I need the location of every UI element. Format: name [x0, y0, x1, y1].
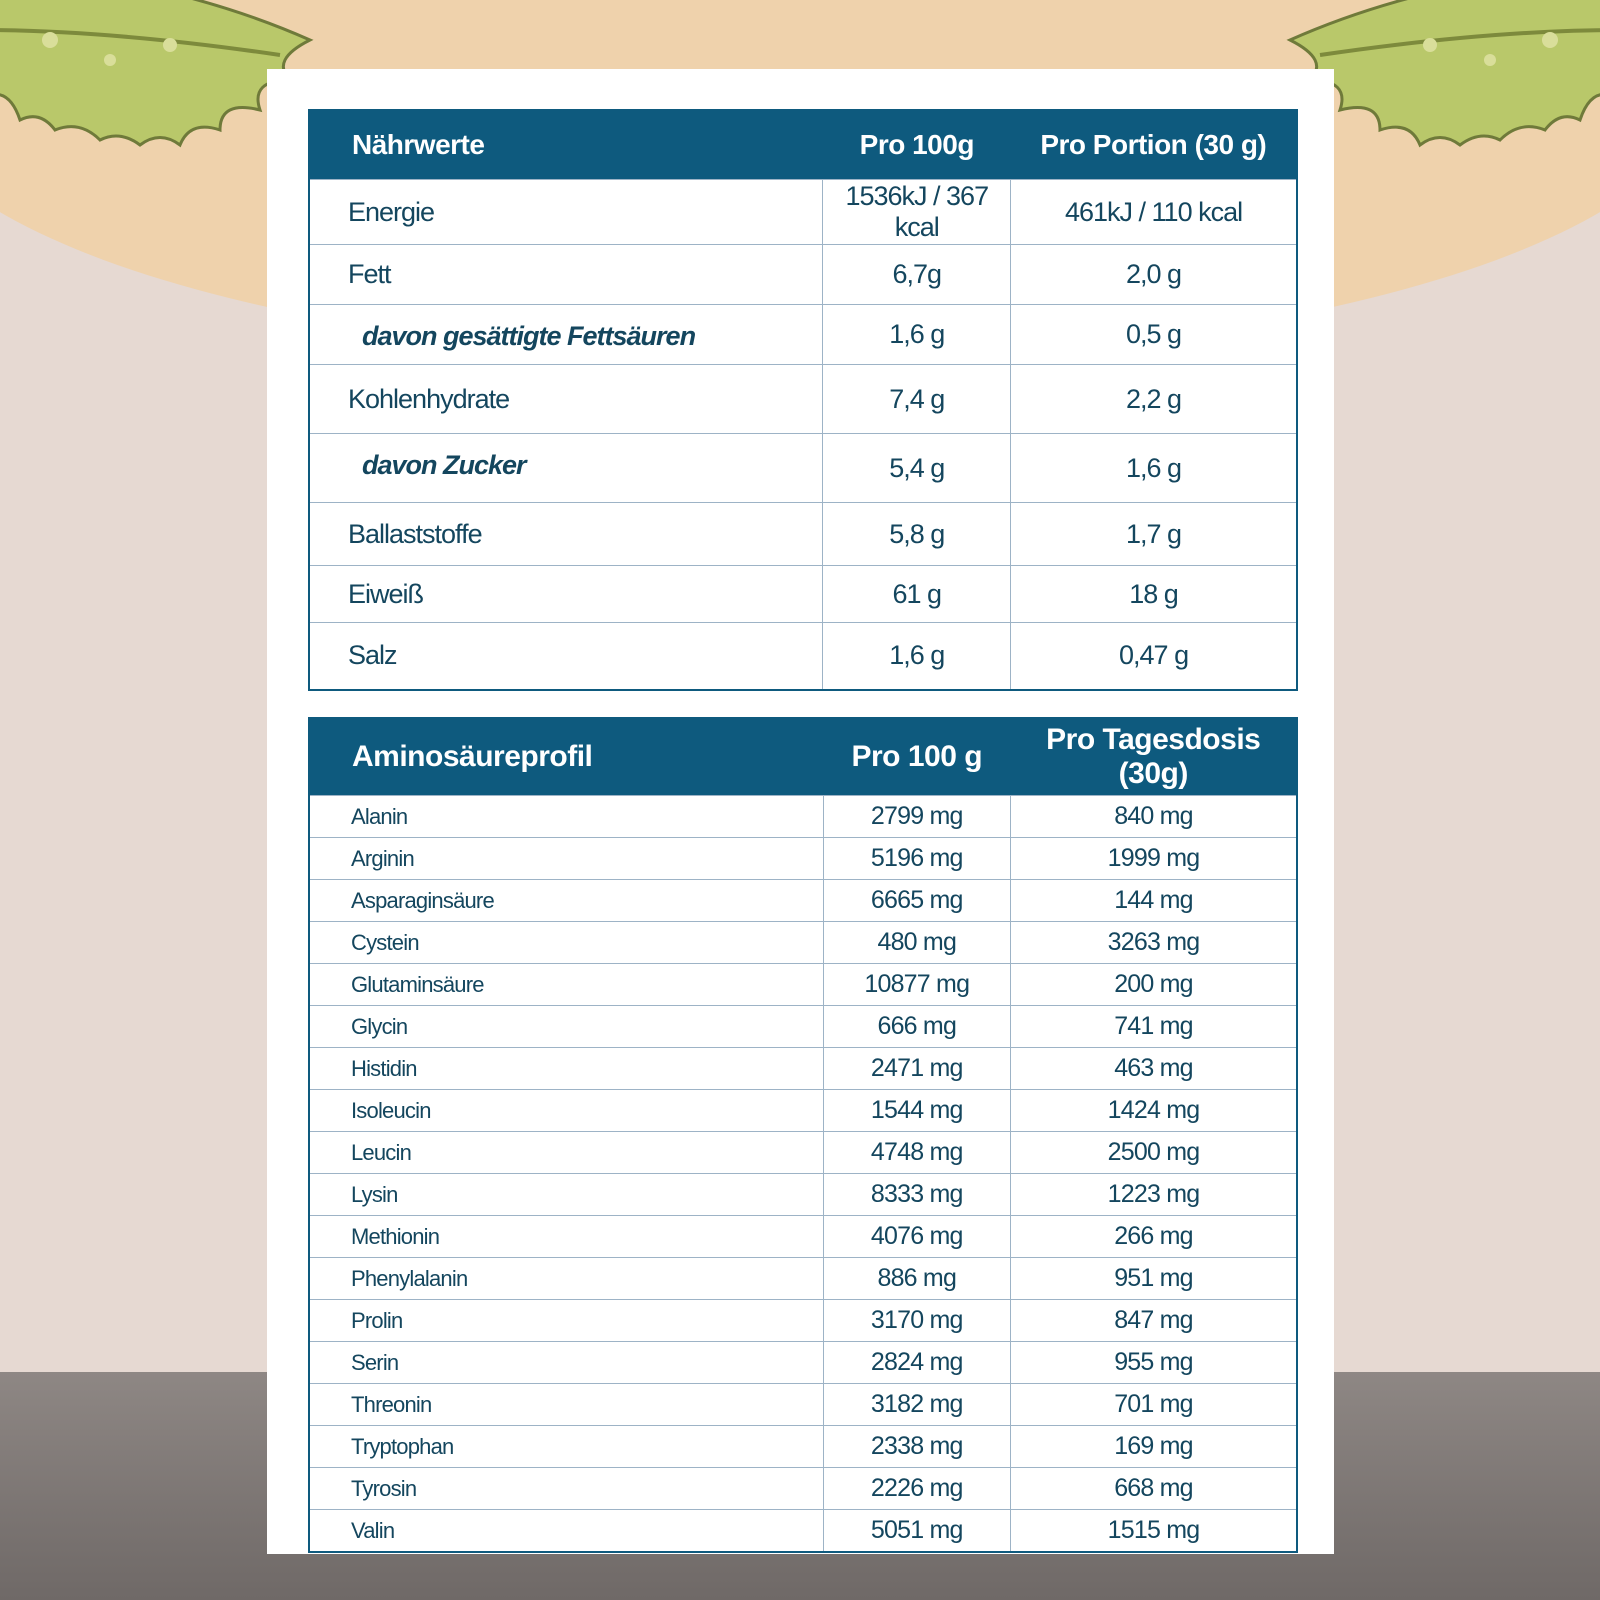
amino-per100: 886 mg [823, 1258, 1010, 1300]
amino-per100: 3182 mg [823, 1384, 1010, 1426]
amino-per100: 2824 mg [823, 1342, 1010, 1384]
amino-header-daily: Pro Tagesdosis (30g) [1011, 718, 1297, 796]
amino-per100: 6665 mg [823, 880, 1010, 922]
amino-acid-table [308, 717, 1298, 1553]
nutrition-header-portion: Pro Portion (30 g) [1011, 110, 1297, 180]
nutrient-per100: 5,4 g [823, 434, 1011, 503]
nutrient-name: davon gesättigte Fettsäuren [309, 305, 823, 365]
nutrient-name: davon Zucker [309, 434, 823, 503]
amino-header-name: Aminosäureprofil [309, 718, 823, 796]
amino-name: Phenylalanin [309, 1258, 823, 1300]
table-row [309, 1132, 1297, 1174]
amino-per100: 2471 mg [823, 1048, 1010, 1090]
table-row [309, 1048, 1297, 1090]
nutrient-portion: 1,7 g [1011, 503, 1297, 566]
amino-daily: 741 mg [1011, 1006, 1297, 1048]
amino-per100: 8333 mg [823, 1174, 1010, 1216]
table-row [309, 434, 1297, 503]
nutrient-portion: 2,2 g [1011, 365, 1297, 434]
amino-name: Valin [309, 1510, 823, 1553]
amino-daily: 1223 mg [1011, 1174, 1297, 1216]
amino-per100: 5196 mg [823, 838, 1010, 880]
amino-per100: 480 mg [823, 922, 1010, 964]
amino-daily: 3263 mg [1011, 922, 1297, 964]
amino-daily: 840 mg [1011, 796, 1297, 838]
amino-daily: 169 mg [1011, 1426, 1297, 1468]
table-row [309, 1090, 1297, 1132]
amino-daily: 668 mg [1011, 1468, 1297, 1510]
table-row [309, 180, 1297, 245]
amino-per100: 666 mg [823, 1006, 1010, 1048]
amino-daily: 955 mg [1011, 1342, 1297, 1384]
amino-name: Tryptophan [309, 1426, 823, 1468]
table-row [309, 1174, 1297, 1216]
table-row [309, 623, 1297, 690]
amino-name: Glutaminsäure [309, 964, 823, 1006]
amino-per100: 10877 mg [823, 964, 1010, 1006]
table-row [309, 964, 1297, 1006]
amino-per100: 3170 mg [823, 1300, 1010, 1342]
amino-header-per100: Pro 100 g [823, 718, 1010, 796]
amino-daily: 2500 mg [1011, 1132, 1297, 1174]
amino-daily: 1999 mg [1011, 838, 1297, 880]
amino-daily: 1515 mg [1011, 1510, 1297, 1553]
amino-name: Isoleucin [309, 1090, 823, 1132]
nutrient-portion: 1,6 g [1011, 434, 1297, 503]
nutrient-portion: 2,0 g [1011, 245, 1297, 305]
table-row [309, 796, 1297, 838]
table-row [309, 566, 1297, 623]
table-row [309, 1300, 1297, 1342]
table-row [309, 503, 1297, 566]
table-row [309, 1216, 1297, 1258]
table-row [309, 1426, 1297, 1468]
amino-daily: 144 mg [1011, 880, 1297, 922]
amino-name: Leucin [309, 1132, 823, 1174]
nutrient-name: Eiweiß [309, 566, 823, 623]
amino-per100: 4076 mg [823, 1216, 1010, 1258]
table-row [309, 922, 1297, 964]
amino-per100: 4748 mg [823, 1132, 1010, 1174]
nutrient-portion: 18 g [1011, 566, 1297, 623]
amino-name: Serin [309, 1342, 823, 1384]
table-row [309, 1510, 1297, 1553]
amino-header-row [309, 718, 1297, 796]
amino-name: Alanin [309, 796, 823, 838]
nutrient-portion: 0,47 g [1011, 623, 1297, 690]
amino-name: Glycin [309, 1006, 823, 1048]
nutrient-per100: 6,7g [823, 245, 1011, 305]
amino-name: Lysin [309, 1174, 823, 1216]
nutrient-name: Energie [309, 180, 823, 245]
nutrient-per100: 1,6 g [823, 305, 1011, 365]
amino-daily: 951 mg [1011, 1258, 1297, 1300]
amino-daily: 847 mg [1011, 1300, 1297, 1342]
amino-per100: 2799 mg [823, 796, 1010, 838]
amino-daily: 701 mg [1011, 1384, 1297, 1426]
amino-name: Threonin [309, 1384, 823, 1426]
table-row [309, 1342, 1297, 1384]
amino-name: Arginin [309, 838, 823, 880]
table-row [309, 1258, 1297, 1300]
table-row [309, 1384, 1297, 1426]
nutrient-per100: 1536kJ / 367 kcal [823, 180, 1011, 245]
amino-daily: 200 mg [1011, 964, 1297, 1006]
nutrient-name: Fett [309, 245, 823, 305]
amino-name: Asparaginsäure [309, 880, 823, 922]
amino-name: Cystein [309, 922, 823, 964]
amino-daily: 463 mg [1011, 1048, 1297, 1090]
table-row [309, 305, 1297, 365]
nutrition-header-per100: Pro 100g [823, 110, 1011, 180]
nutrient-per100: 5,8 g [823, 503, 1011, 566]
nutrition-header-name: Nährwerte [309, 110, 823, 180]
nutrient-name: Kohlenhydrate [309, 365, 823, 434]
nutrient-name: Salz [309, 623, 823, 690]
table-row [309, 880, 1297, 922]
nutrient-portion: 0,5 g [1011, 305, 1297, 365]
nutrition-header-row [309, 110, 1297, 180]
amino-daily: 1424 mg [1011, 1090, 1297, 1132]
table-row [309, 245, 1297, 305]
amino-per100: 2338 mg [823, 1426, 1010, 1468]
nutrient-per100: 61 g [823, 566, 1011, 623]
amino-per100: 1544 mg [823, 1090, 1010, 1132]
nutrient-name: Ballaststoffe [309, 503, 823, 566]
table-row [309, 1006, 1297, 1048]
nutrient-portion: 461kJ / 110 kcal [1011, 180, 1297, 245]
table-row [309, 1468, 1297, 1510]
table-row [309, 365, 1297, 434]
amino-name: Prolin [309, 1300, 823, 1342]
amino-name: Tyrosin [309, 1468, 823, 1510]
nutrition-table [308, 109, 1298, 691]
amino-per100: 2226 mg [823, 1468, 1010, 1510]
nutrient-per100: 7,4 g [823, 365, 1011, 434]
amino-per100: 5051 mg [823, 1510, 1010, 1553]
nutrient-per100: 1,6 g [823, 623, 1011, 690]
amino-name: Histidin [309, 1048, 823, 1090]
amino-daily: 266 mg [1011, 1216, 1297, 1258]
amino-name: Methionin [309, 1216, 823, 1258]
table-row [309, 838, 1297, 880]
